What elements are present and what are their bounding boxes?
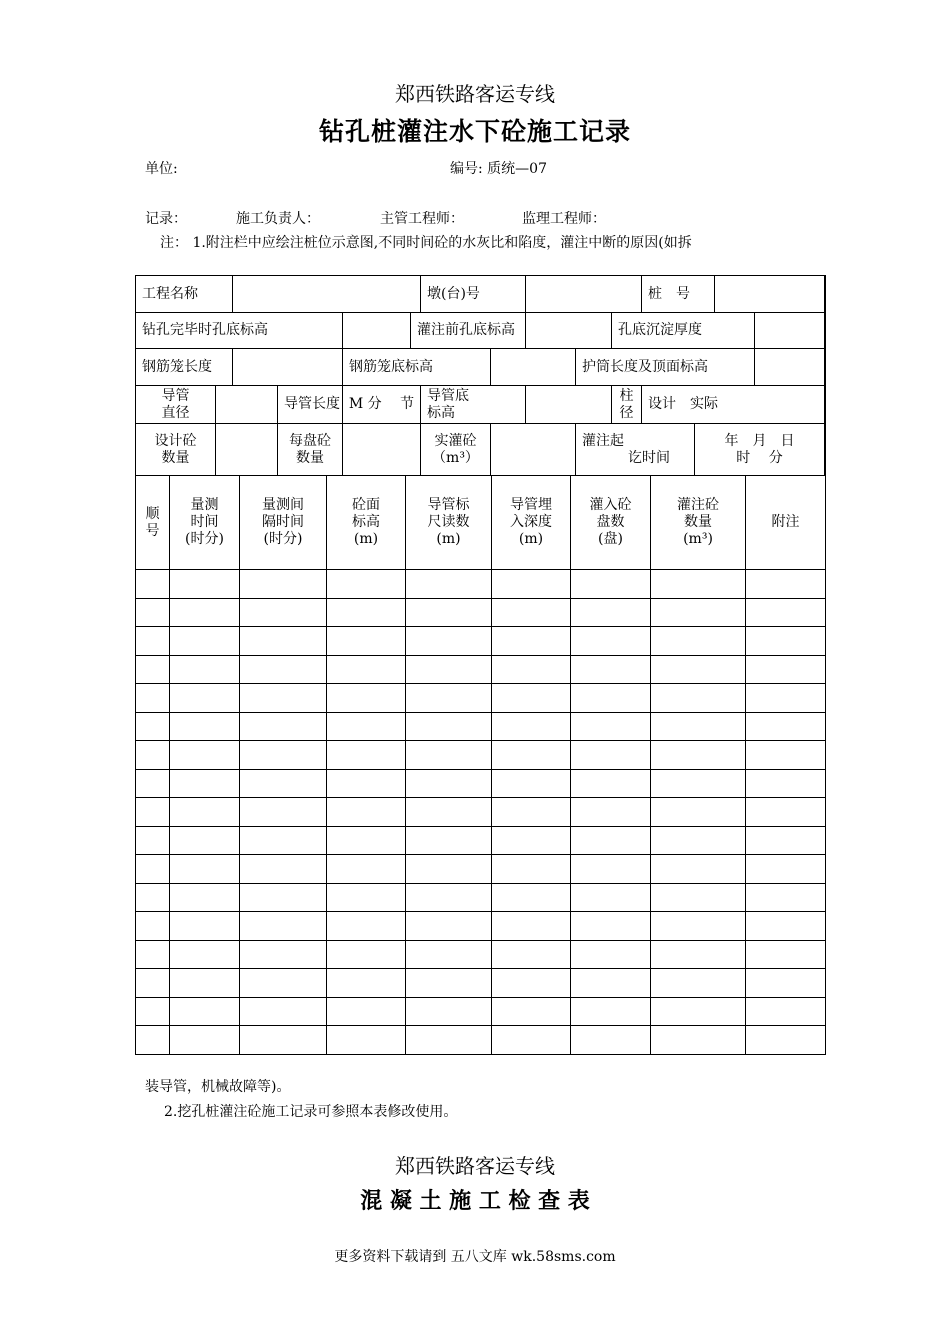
table-cell[interactable] [651, 655, 746, 684]
table-row [136, 1026, 826, 1055]
sediment-value[interactable] [755, 313, 825, 349]
col-batches: 灌入砼 盘数 (盘) [571, 476, 651, 570]
note-1-continued: 装导管，机械故障等)。 [145, 1079, 291, 1095]
table-cell[interactable] [240, 769, 327, 798]
table-cell[interactable] [170, 741, 240, 770]
pipe-len-label: 导管长度 [278, 386, 343, 424]
table-cell[interactable] [327, 570, 406, 599]
sediment-label: 孔底沉淀厚度 [612, 313, 755, 349]
table-cell[interactable] [136, 912, 170, 941]
table-cell[interactable] [651, 627, 746, 656]
table-row [136, 655, 826, 684]
table-row [136, 684, 826, 713]
table-cell[interactable] [136, 798, 170, 827]
table-cell[interactable] [746, 883, 826, 912]
table-cell[interactable] [492, 912, 571, 941]
table-cell[interactable] [240, 883, 327, 912]
table-cell[interactable] [746, 912, 826, 941]
cage-bottom-value[interactable] [491, 349, 576, 386]
table-cell[interactable] [492, 997, 571, 1026]
table-cell[interactable] [746, 627, 826, 656]
record-table [135, 275, 826, 1055]
pile-dia-label: 柱 径 [612, 386, 642, 424]
table-cell[interactable] [651, 997, 746, 1026]
header-row-2 [136, 313, 825, 349]
table-cell[interactable] [746, 969, 826, 998]
table-row [136, 570, 826, 599]
table-cell[interactable] [136, 883, 170, 912]
page-title: 钻孔桩灌注水下砼施工记录 [318, 117, 631, 146]
table-cell[interactable] [492, 855, 571, 884]
table-cell[interactable] [492, 883, 571, 912]
table-cell[interactable] [406, 826, 492, 855]
table-cell[interactable] [327, 712, 406, 741]
table-cell[interactable] [136, 598, 170, 627]
table-cell[interactable] [240, 826, 327, 855]
column-header-row [136, 476, 826, 570]
org-name: 郑西铁路客运专线 [395, 82, 555, 106]
table-cell[interactable] [406, 712, 492, 741]
table-cell[interactable] [492, 769, 571, 798]
table-cell[interactable] [492, 684, 571, 713]
table-cell[interactable] [327, 655, 406, 684]
pipe-bottom-value[interactable] [526, 386, 612, 424]
table-cell[interactable] [136, 969, 170, 998]
table-cell[interactable] [651, 826, 746, 855]
table-cell[interactable] [746, 798, 826, 827]
table-cell[interactable] [492, 570, 571, 599]
col-pour-qty: 灌注砼 数量 (m³) [651, 476, 746, 570]
table-cell[interactable] [406, 855, 492, 884]
table-cell[interactable] [240, 627, 327, 656]
pile-no-value[interactable] [715, 276, 825, 313]
header-row-1 [136, 276, 825, 313]
table-cell[interactable] [571, 997, 651, 1026]
table-cell[interactable] [651, 855, 746, 884]
table-cell[interactable] [571, 798, 651, 827]
table-cell[interactable] [136, 1026, 170, 1055]
table-cell[interactable] [406, 570, 492, 599]
project-name-label: 工程名称 [136, 276, 233, 313]
table-cell[interactable] [240, 684, 327, 713]
table-cell[interactable] [170, 883, 240, 912]
table-cell[interactable] [327, 741, 406, 770]
table-cell[interactable] [746, 940, 826, 969]
table-cell[interactable] [170, 997, 240, 1026]
table-cell[interactable] [136, 627, 170, 656]
table-cell[interactable] [746, 570, 826, 599]
table-cell[interactable] [170, 798, 240, 827]
col-remarks: 附注 [746, 476, 826, 570]
table-cell[interactable] [327, 855, 406, 884]
col-embed-depth: 导管埋 入深度 (m) [492, 476, 571, 570]
table-cell[interactable] [136, 741, 170, 770]
table-cell[interactable] [571, 826, 651, 855]
table-cell[interactable] [651, 769, 746, 798]
table-cell[interactable] [170, 627, 240, 656]
table-cell[interactable] [136, 570, 170, 599]
table-cell[interactable] [651, 684, 746, 713]
pier-no-value[interactable] [526, 276, 642, 313]
table-cell[interactable] [136, 684, 170, 713]
table-cell[interactable] [746, 826, 826, 855]
table-row [136, 883, 826, 912]
table-cell[interactable] [327, 1026, 406, 1055]
table-cell[interactable] [571, 769, 651, 798]
cage-bottom-label: 钢筋笼底标高 [343, 349, 491, 386]
table-cell[interactable] [746, 712, 826, 741]
table-cell[interactable] [406, 912, 492, 941]
table-cell[interactable] [327, 883, 406, 912]
table-cell[interactable] [492, 655, 571, 684]
table-cell[interactable] [240, 940, 327, 969]
table-cell[interactable] [651, 741, 746, 770]
table-cell[interactable] [136, 855, 170, 884]
pile-no-label: 桩 号 [642, 276, 715, 313]
table-cell[interactable] [136, 712, 170, 741]
table-cell[interactable] [327, 826, 406, 855]
table-cell[interactable] [240, 570, 327, 599]
table-cell[interactable] [571, 627, 651, 656]
hole-bottom-done-label: 钻孔完毕时孔底标高 [136, 313, 343, 349]
footer-org-name: 郑西铁路客运专线 [395, 1154, 555, 1178]
table-cell[interactable] [240, 855, 327, 884]
design-qty-label: 设计砼 数量 [136, 424, 216, 476]
table-cell[interactable] [571, 655, 651, 684]
table-cell[interactable] [170, 855, 240, 884]
signer-chief-engineer: 主管工程师： [380, 211, 464, 227]
table-cell[interactable] [492, 741, 571, 770]
col-interval: 量测间 隔时间 (时分) [240, 476, 327, 570]
table-row [136, 627, 826, 656]
table-cell[interactable] [571, 598, 651, 627]
signer-recorder: 记录： [145, 211, 187, 227]
table-cell[interactable] [170, 684, 240, 713]
actual-qty-label: 实灌砼 （m³） [421, 424, 491, 476]
table-cell[interactable] [136, 940, 170, 969]
table-cell[interactable] [327, 598, 406, 627]
table-cell[interactable] [327, 684, 406, 713]
table-cell[interactable] [406, 769, 492, 798]
table-cell[interactable] [170, 769, 240, 798]
note-1: 注： 1.附注栏中应绘注桩位示意图,不同时间砼的水灰比和陷度，灌注中断的原因(如拆 [160, 235, 692, 251]
pour-date-value[interactable]: 年 月 日 时 分 [695, 424, 825, 476]
table-cell[interactable] [571, 741, 651, 770]
table-cell[interactable] [170, 655, 240, 684]
table-cell[interactable] [746, 598, 826, 627]
measurement-grid [136, 476, 826, 1055]
signer-construction-lead: 施工负责人： [236, 211, 320, 227]
table-cell[interactable] [651, 598, 746, 627]
table-cell[interactable] [492, 798, 571, 827]
table-cell[interactable] [746, 684, 826, 713]
table-cell[interactable] [746, 1026, 826, 1055]
table-cell[interactable] [170, 712, 240, 741]
table-cell[interactable] [651, 570, 746, 599]
per-batch-label: 每盘砼 数量 [278, 424, 343, 476]
table-cell[interactable] [571, 883, 651, 912]
col-seq: 顺 号 [136, 476, 170, 570]
table-cell[interactable] [571, 912, 651, 941]
table-row [136, 940, 826, 969]
table-cell[interactable] [170, 969, 240, 998]
table-cell[interactable] [651, 883, 746, 912]
table-cell[interactable] [571, 684, 651, 713]
header-row-4 [136, 386, 825, 424]
project-name-value[interactable] [233, 276, 421, 313]
table-cell[interactable] [406, 940, 492, 969]
table-cell[interactable] [170, 570, 240, 599]
table-cell[interactable] [651, 912, 746, 941]
casing-value[interactable] [755, 349, 825, 386]
cage-length-value[interactable] [233, 349, 343, 386]
table-row [136, 912, 826, 941]
table-cell[interactable] [492, 940, 571, 969]
table-cell[interactable] [170, 940, 240, 969]
table-cell[interactable] [327, 769, 406, 798]
table-cell[interactable] [240, 969, 327, 998]
table-cell[interactable] [170, 598, 240, 627]
table-cell[interactable] [492, 712, 571, 741]
table-cell[interactable] [406, 655, 492, 684]
table-cell[interactable] [240, 912, 327, 941]
table-cell[interactable] [240, 655, 327, 684]
pier-no-label: 墩(台)号 [421, 276, 526, 313]
table-row [136, 969, 826, 998]
table-cell[interactable] [492, 598, 571, 627]
design-actual-label: 设计 实际 [642, 386, 825, 424]
table-cell[interactable] [327, 627, 406, 656]
table-row [136, 798, 826, 827]
table-cell[interactable] [571, 855, 651, 884]
footer-title: 混 凝 土 施 工 检 查 表 [360, 1188, 590, 1214]
hole-bottom-before-label: 灌注前孔底标高 [411, 313, 526, 349]
table-cell[interactable] [170, 912, 240, 941]
table-cell[interactable] [651, 798, 746, 827]
table-cell[interactable] [651, 1026, 746, 1055]
pipe-sections-label: M 分 节 [343, 386, 421, 424]
col-ruler-reading: 导管标 尺读数 (m) [406, 476, 492, 570]
table-cell[interactable] [406, 883, 492, 912]
table-cell[interactable] [746, 769, 826, 798]
table-cell[interactable] [746, 855, 826, 884]
table-cell[interactable] [327, 798, 406, 827]
hole-bottom-before-value[interactable] [526, 313, 612, 349]
table-cell[interactable] [327, 997, 406, 1026]
table-cell[interactable] [406, 684, 492, 713]
design-qty-value[interactable] [216, 424, 278, 476]
pipe-dia-value[interactable] [216, 386, 278, 424]
note-2: 2.挖孔桩灌注砼施工记录可参照本表修改使用。 [164, 1104, 458, 1120]
table-cell[interactable] [327, 940, 406, 969]
table-cell[interactable] [327, 912, 406, 941]
table-cell[interactable] [571, 1026, 651, 1055]
table-cell[interactable] [240, 741, 327, 770]
per-batch-value[interactable] [343, 424, 421, 476]
table-cell[interactable] [170, 826, 240, 855]
table-cell[interactable] [406, 997, 492, 1026]
table-cell[interactable] [406, 627, 492, 656]
table-cell[interactable] [571, 712, 651, 741]
table-cell[interactable] [651, 940, 746, 969]
table-cell[interactable] [492, 826, 571, 855]
table-row [136, 855, 826, 884]
signer-supervisor: 监理工程师： [522, 211, 606, 227]
header-row-3 [136, 349, 825, 386]
table-cell[interactable] [492, 1026, 571, 1055]
table-cell[interactable] [136, 769, 170, 798]
table-cell[interactable] [571, 969, 651, 998]
table-cell[interactable] [492, 969, 571, 998]
table-row [136, 769, 826, 798]
table-cell[interactable] [406, 798, 492, 827]
table-row [136, 997, 826, 1026]
table-cell[interactable] [406, 598, 492, 627]
col-measure-time: 量测 时间 (时分) [170, 476, 240, 570]
table-cell[interactable] [240, 712, 327, 741]
table-cell[interactable] [406, 969, 492, 998]
pipe-dia-label: 导管 直径 [136, 386, 216, 424]
table-cell[interactable] [240, 1026, 327, 1055]
casing-label: 护筒长度及顶面标高 [576, 349, 755, 386]
table-cell[interactable] [240, 598, 327, 627]
table-cell[interactable] [746, 741, 826, 770]
table-cell[interactable] [651, 712, 746, 741]
table-cell[interactable] [651, 969, 746, 998]
table-cell[interactable] [136, 655, 170, 684]
table-row [136, 598, 826, 627]
table-row [136, 712, 826, 741]
table-cell[interactable] [327, 969, 406, 998]
table-cell[interactable] [136, 997, 170, 1026]
table-cell[interactable] [406, 1026, 492, 1055]
table-cell[interactable] [136, 826, 170, 855]
pour-time-label: 灌注起 讫时间 [576, 424, 695, 476]
pipe-bottom-label: 导管底 标高 [421, 386, 526, 424]
header-row-5 [136, 424, 825, 476]
table-cell[interactable] [406, 741, 492, 770]
hole-bottom-done-value[interactable] [343, 313, 411, 349]
col-surface-elev: 砼面 标高 (m) [327, 476, 406, 570]
actual-qty-value[interactable] [491, 424, 576, 476]
table-cell[interactable] [746, 997, 826, 1026]
table-cell[interactable] [240, 997, 327, 1026]
table-cell[interactable] [571, 940, 651, 969]
table-cell[interactable] [170, 1026, 240, 1055]
download-link[interactable]: 更多资料下载请到 五八文库 wk.58sms.com [334, 1249, 616, 1265]
table-row [136, 741, 826, 770]
form-code: 编号: 质统—07 [450, 161, 547, 177]
cage-length-label: 钢筋笼长度 [136, 349, 233, 386]
table-cell[interactable] [746, 655, 826, 684]
unit-label: 单位: [145, 161, 178, 177]
table-cell[interactable] [240, 798, 327, 827]
table-cell[interactable] [492, 627, 571, 656]
table-row [136, 826, 826, 855]
table-cell[interactable] [571, 570, 651, 599]
